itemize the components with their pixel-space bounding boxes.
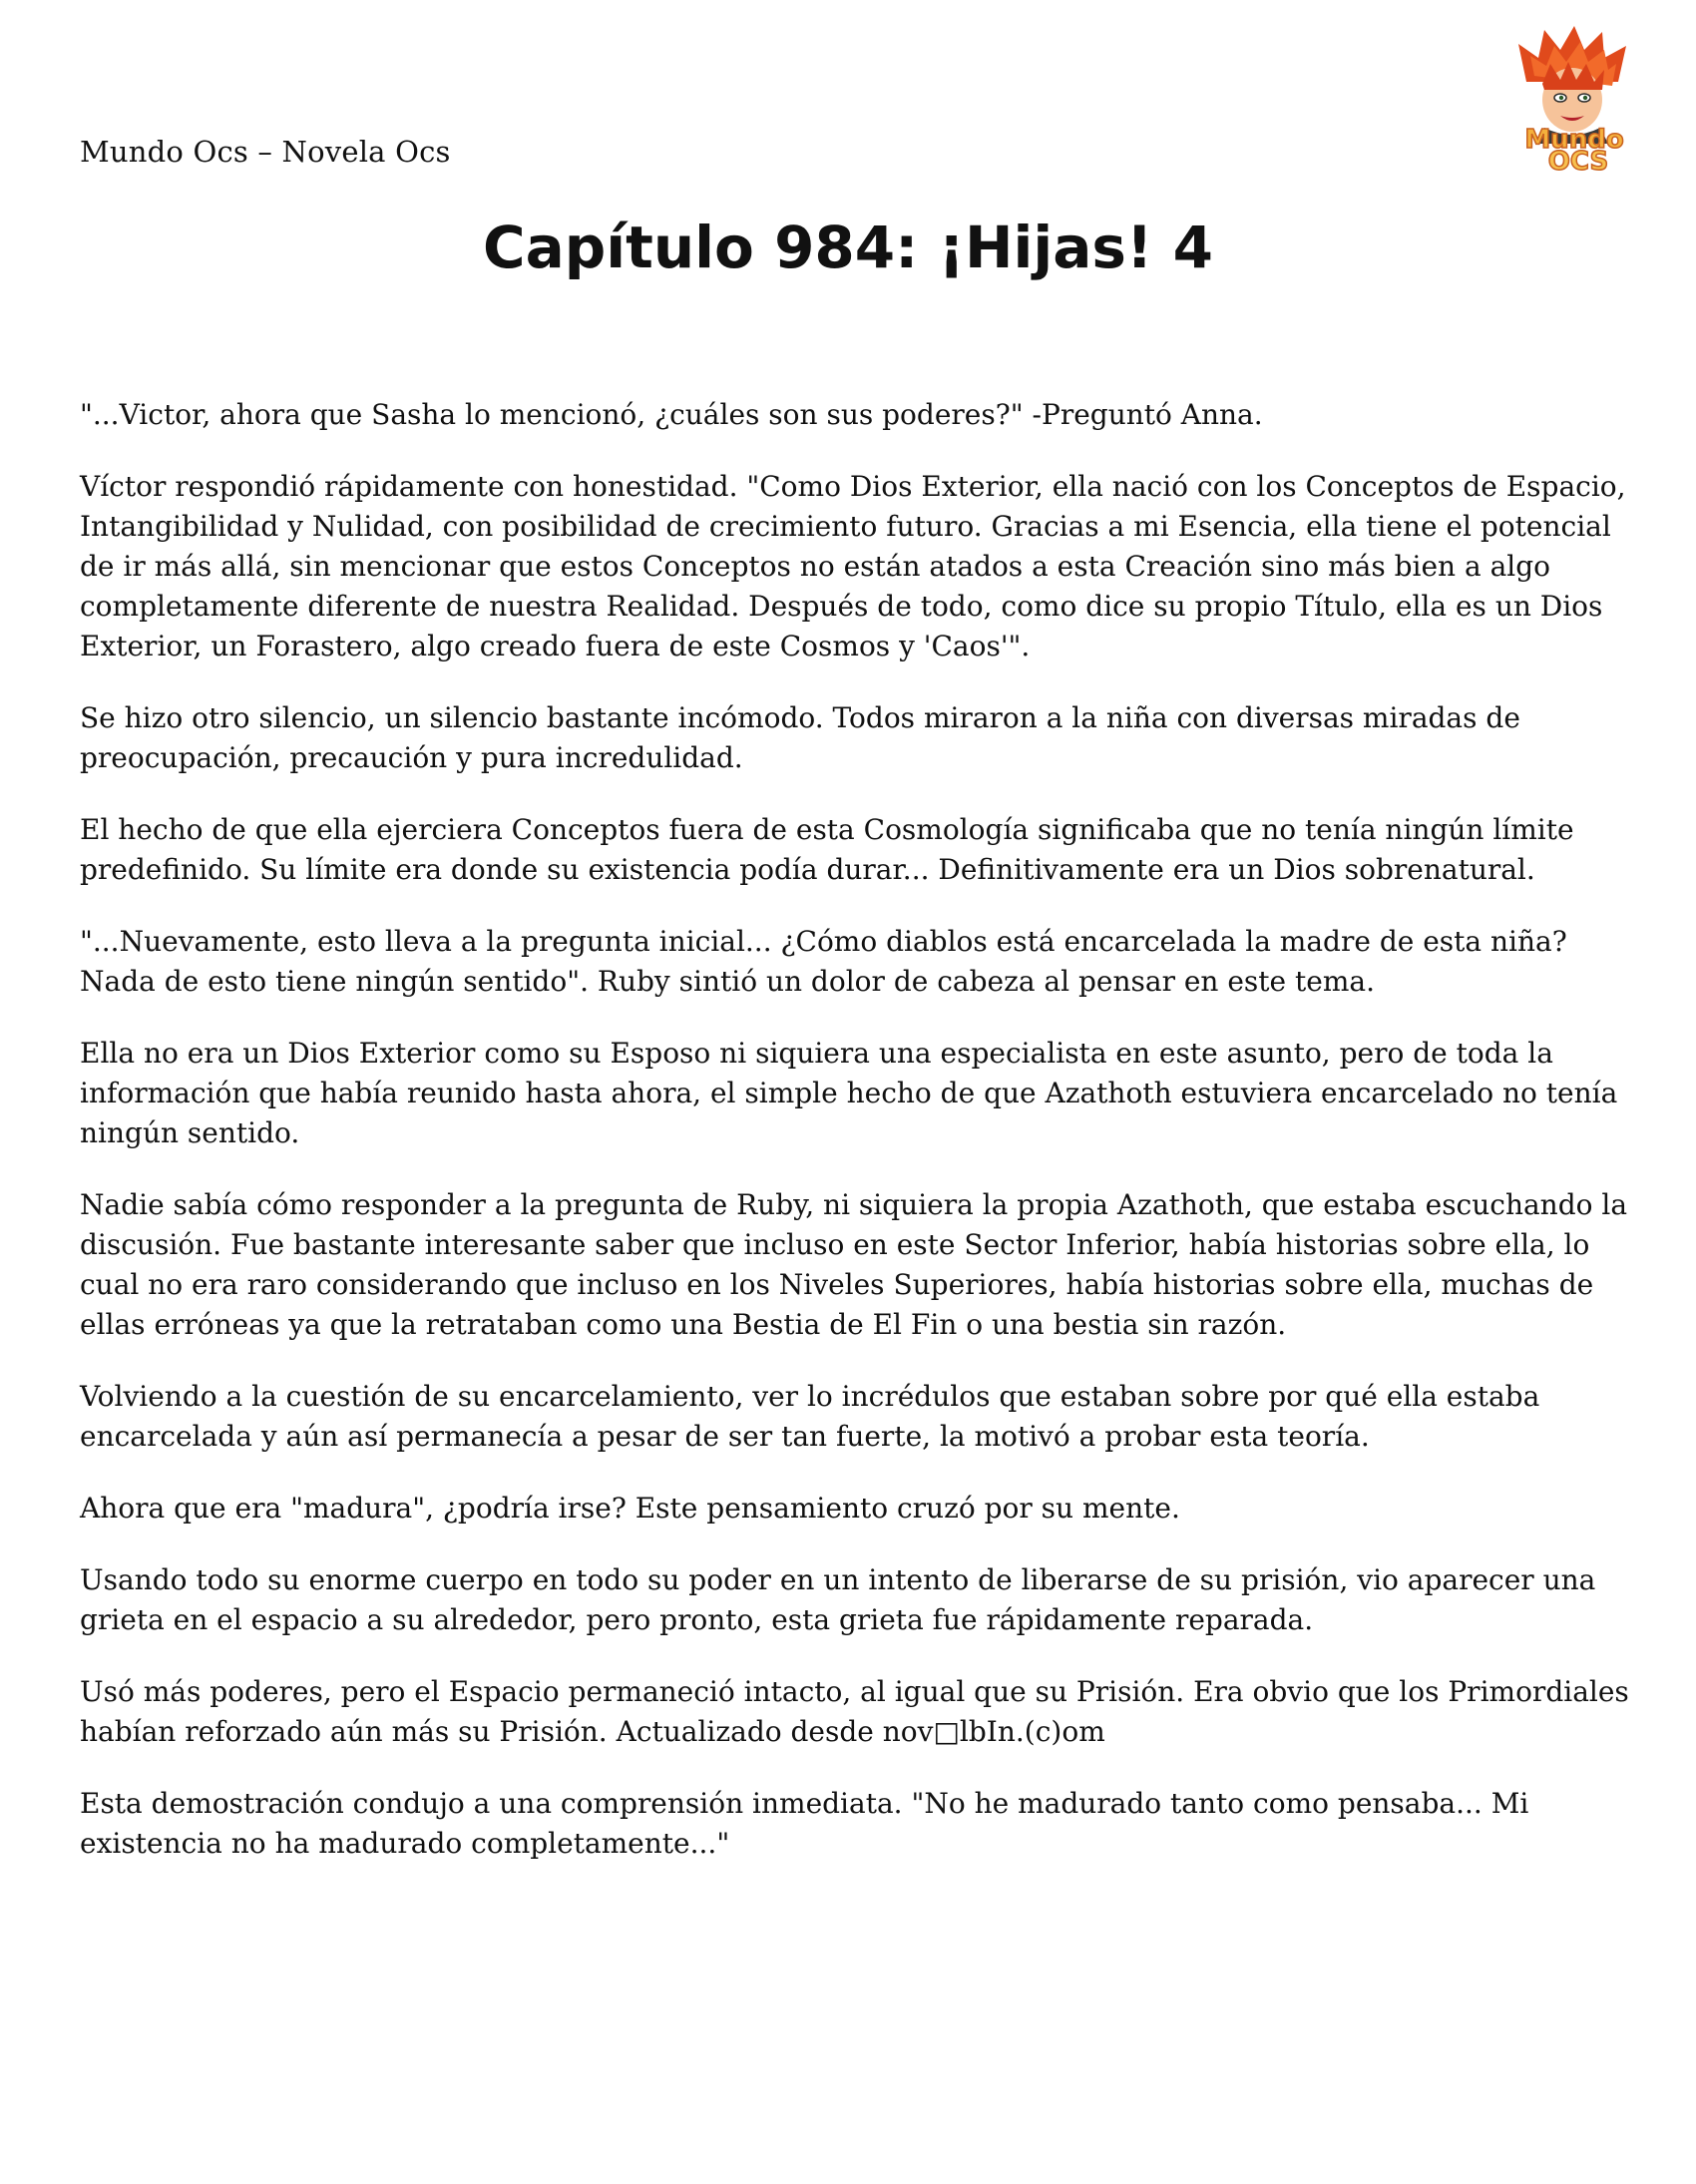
paragraph: Nadie sabía cómo responder a la pregunta de Ruby, ni siquiera la propia Azathoth, que estaba escuchando la discusión. Fue bastante interesante saber que incluso en este Sector Inferior, había historias sobre ella, lo cual no era raro considerando que incluso en los Niveles Superiores, había historias sobre ella, muchas de ellas erróneas ya que la retrataban como una Bestia de El Fin o una bestia sin razón.: [80, 1188, 1628, 1341]
paragraph: El hecho de que ella ejerciera Conceptos fuera de esta Cosmología significaba que no tenía ningún límite predefinido. Su límite era donde su existencia podía durar... Definitivamente era un Dios sobrenatural.: [80, 813, 1574, 886]
paragraph: "...Nuevamente, esto lleva a la pregunta inicial... ¿Cómo diablos está encarcelada la madre de esta niña? Nada de esto tiene ningún sentido". Ruby sintió un dolor de cabeza al pensar en este tema.: [80, 925, 1567, 998]
logo-text-bottom: OCS: [1547, 147, 1609, 174]
site-header: Mundo Ocs – Novela Ocs: [80, 135, 451, 169]
logo-text-top: Mundo: [1524, 125, 1624, 155]
paragraph: Ella no era un Dios Exterior como su Esposo ni siquiera una especialista en este asunto, pero de toda la información que había reunido hasta ahora, el simple hecho de que Azathoth estuviera encarcelado no tenía ningún sentido.: [80, 1037, 1618, 1149]
mundo-ocs-logo: [1504, 24, 1644, 174]
paragraph: Usando todo su enorme cuerpo en todo su poder en un intento de liberarse de su prisión, vio aparecer una grieta en el espacio a su alrededor, pero pronto, esta grieta fue rápidamente reparada.: [80, 1563, 1596, 1636]
paragraph: Víctor respondió rápidamente con honestidad. "Como Dios Exterior, ella nació con los Conceptos de Espacio, Intangibilidad y Nulidad, con posibilidad de crecimiento futuro. Gracias a mi Esencia, ella tiene el potencial de ir más allá, sin mencionar que estos Conceptos no están atados a esta Creación sino más bien a algo completamente diferente de nuestra Realidad. Después de todo, como dice su propio Título, ella es un Dios Exterior, un Forastero, algo creado fuera de este Cosmos y 'Caos'".: [80, 470, 1626, 662]
paragraph: Se hizo otro silencio, un silencio bastante incómodo. Todos miraron a la niña con diversas miradas de preocupación, precaución y pura incredulidad.: [80, 701, 1520, 774]
chapter-body: [80, 395, 1636, 1896]
chapter-title: Capítulo 984: ¡Hijas! 4: [483, 214, 1213, 281]
paragraph: Ahora que era "madura", ¿podría irse? Este pensamiento cruzó por su mente.: [80, 1492, 1180, 1525]
paragraph: "...Victor, ahora que Sasha lo mencionó, ¿cuáles son sus poderes?" -Preguntó Anna.: [80, 398, 1263, 431]
paragraph: Volviendo a la cuestión de su encarcelamiento, ver lo incrédulos que estaban sobre por qué ella estaba encarcelada y aún así permanecía a pesar de ser tan fuerte, la motivó a probar esta teoría.: [80, 1380, 1540, 1453]
paragraph: Esta demostración condujo a una comprensión inmediata. "No he madurado tanto como pensaba... Mi existencia no ha madurado completamente...": [80, 1787, 1529, 1860]
paragraph: Usó más poderes, pero el Espacio permaneció intacto, al igual que su Prisión. Era obvio que los Primordiales habían reforzado aún más su Prisión. Actualizado desde nov□lbIn.(c)om: [80, 1675, 1629, 1748]
